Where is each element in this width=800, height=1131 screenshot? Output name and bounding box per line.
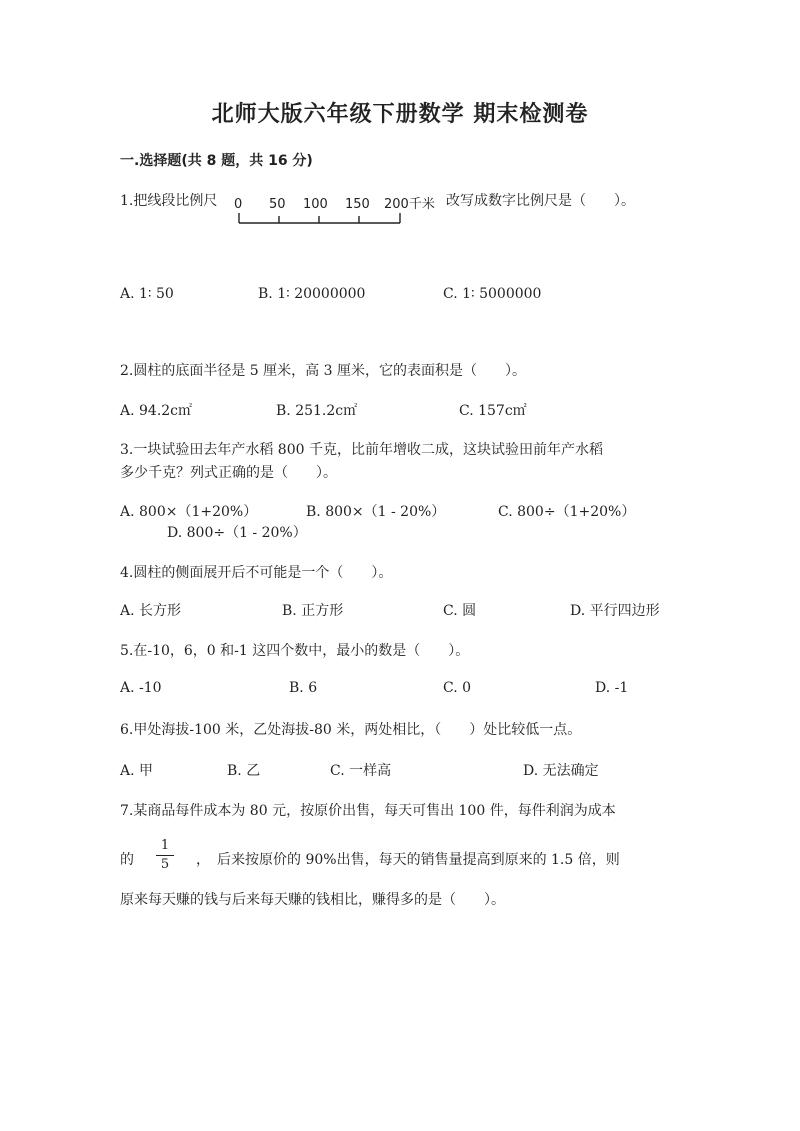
q4-option-c: C. 圆 [443, 603, 477, 619]
page-title: 北师大版六年级下册数学 期末检测卷 [211, 102, 589, 127]
q5-option-d: D. -1 [595, 680, 629, 696]
fraction-numerator: 1 [160, 838, 170, 853]
q2-option-c: C. 157c㎡ [459, 403, 527, 419]
q3-option-b: B. 800×（1 - 20%） [306, 504, 446, 520]
question-2-text: 2.圆柱的底面半径是 5 厘米，高 3 厘米，它的表面积是（ ）。 [120, 363, 526, 379]
q4-option-a: A. 长方形 [120, 603, 182, 619]
question-4-text: 4.圆柱的侧面展开后不可能是一个（ ）。 [120, 565, 393, 581]
q2-option-b: B. 251.2c㎡ [276, 403, 358, 419]
scale-label-150: 150 [345, 197, 370, 212]
q3-option-c: C. 800÷（1+20%） [498, 504, 636, 520]
question-3-line-1: 3.一块试验田去年产水稻 800 千克，比前年增收二成，这块试验田前年产水稻 [120, 442, 603, 458]
line-scale-figure [234, 194, 444, 226]
q5-option-b: B. 6 [289, 680, 318, 696]
q6-option-b: B. 乙 [227, 763, 261, 779]
question-6-text: 6.甲处海拔-100 米，乙处海拔-80 米，两处相比，（ ）处比较低一点。 [120, 722, 582, 738]
question-7-line-2-suffix: ， 后来按原价的 90%出售，每天的销售量提高到原来的 1.5 倍，则 [196, 852, 620, 868]
question-1-prefix: 1.把线段比例尺 [120, 193, 218, 209]
q4-option-b: B. 正方形 [282, 603, 344, 619]
question-7-line-3: 原来每天赚的钱与后来每天赚的钱相比，赚得多的是（ ）。 [120, 892, 505, 908]
scale-label-200: 200千米 [384, 197, 435, 212]
q6-option-d: D. 无法确定 [523, 763, 599, 779]
scale-label-0: 0 [234, 197, 243, 212]
fraction-bar [156, 855, 174, 856]
q3-option-a: A. 800×（1+20%） [120, 504, 258, 520]
q4-option-d: D. 平行四边形 [570, 603, 660, 619]
question-5-text: 5.在-10，6，0 和-1 这四个数中，最小的数是（ ）。 [120, 643, 470, 659]
q5-option-a: A. -10 [120, 680, 162, 696]
scale-bar [239, 213, 400, 223]
q1-option-b: B. 1∶ 20000000 [258, 286, 366, 302]
fraction-denominator: 5 [160, 857, 170, 872]
q6-option-c: C. 一样高 [330, 763, 392, 779]
q1-option-c: C. 1∶ 5000000 [443, 286, 542, 302]
q6-option-a: A. 甲 [120, 763, 154, 779]
question-7-line-2-prefix: 的 [120, 852, 134, 868]
q5-option-c: C. 0 [443, 680, 472, 696]
question-1-suffix: 改写成数字比例尺是（ ）。 [446, 193, 635, 209]
scale-label-50: 50 [269, 197, 286, 212]
q1-option-a: A. 1∶ 50 [120, 286, 174, 302]
question-7-line-1: 7.某商品每件成本为 80 元，按原价出售，每天可售出 100 件，每件利润为成本 [120, 803, 616, 819]
scale-label-100: 100 [303, 197, 328, 212]
section-header: 一.选择题(共 8 题，共 16 分) [120, 153, 313, 169]
question-3-line-2: 多少千克？列式正确的是（ ）。 [120, 465, 337, 481]
q3-option-d: D. 800÷（1 - 20%） [167, 525, 307, 541]
fraction-one-fifth [156, 838, 174, 873]
q2-option-a: A. 94.2c㎡ [120, 403, 193, 419]
